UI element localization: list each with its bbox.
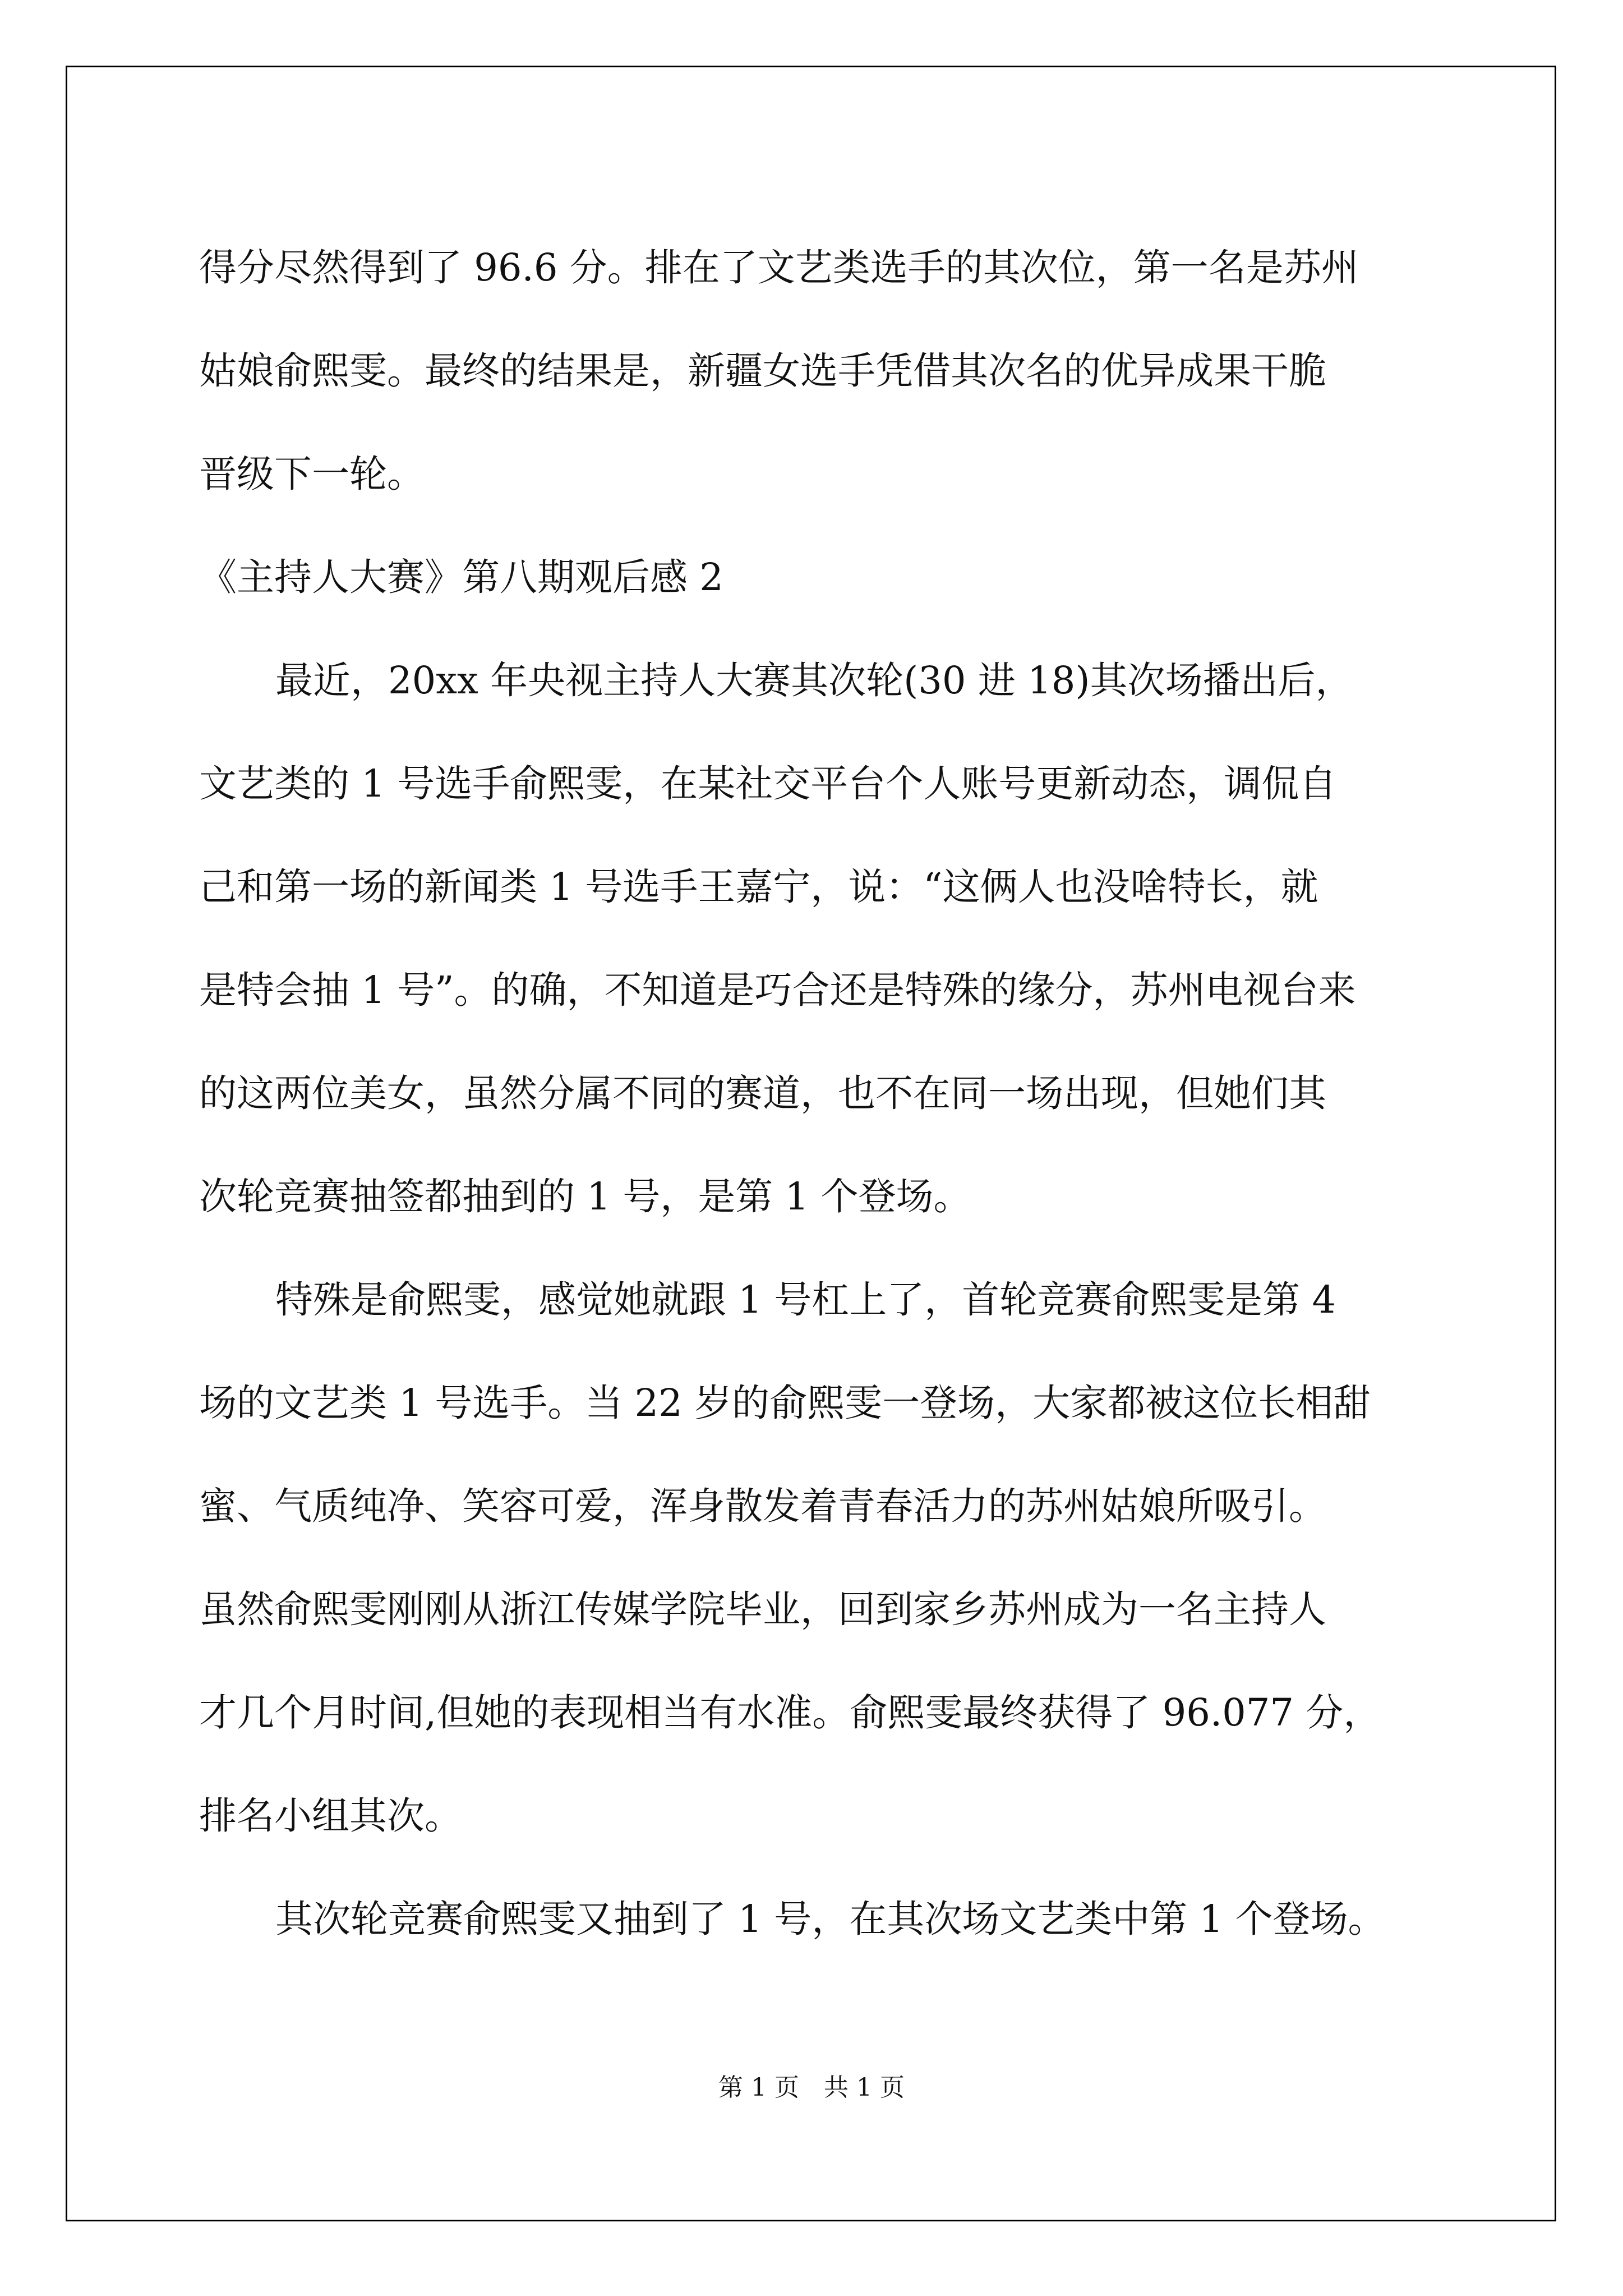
paragraph-2: [199, 629, 1419, 1248]
text-line: 的这两位美女，虽然分属不同的赛道，也不在同一场出现，但她们其: [199, 1071, 1326, 1115]
text-line: 己和第一场的新闻类 1 号选手王嘉宁，说：“这俩人也没啥特长，就: [199, 865, 1318, 909]
text-line: 其次轮竞赛俞熙雯又抽到了 1 号，在其次场文艺类中第 1 个登场。: [275, 1897, 1386, 1941]
text-line: 排名小组其次。: [199, 1794, 462, 1838]
text-line: 晋级下一轮。: [199, 452, 425, 496]
heading-text: 《主持人大赛》第八期观后感 2: [199, 555, 723, 599]
text-line: 文艺类的 1 号选手俞熙雯，在某社交平台个人账号更新动态，调侃自: [199, 762, 1337, 806]
text-line: 特殊是俞熙雯，感觉她就跟 1 号杠上了，首轮竞赛俞熙雯是第 4: [275, 1278, 1336, 1322]
text-line: 是特会抽 1 号”。的确，不知道是巧合还是特殊的缘分，苏州电视台来: [199, 968, 1356, 1012]
paragraph-4: [199, 1867, 1419, 1971]
section-heading: [199, 526, 1419, 629]
text-line: 姑娘俞熙雯。最终的结果是，新疆女选手凭借其次名的优异成果干脆: [199, 349, 1326, 393]
text-line: 才几个月时间,但她的表现相当有水准。俞熙雯最终获得了 96.077 分，: [199, 1691, 1381, 1734]
text-line: 场的文艺类 1 号选手。当 22 岁的俞熙雯一登场，大家都被这位长相甜: [199, 1381, 1371, 1425]
text-line: 虽然俞熙雯刚刚从浙江传媒学院毕业，回到家乡苏州成为一名主持人: [199, 1588, 1326, 1631]
text-line: 蜜、气质纯净、笑容可爱，浑身散发着青春活力的苏州姑娘所吸引。: [199, 1484, 1326, 1528]
text-line: 次轮竞赛抽签都抽到的 1 号，是第 1 个登场。: [199, 1175, 971, 1218]
page-footer: [0, 2067, 1623, 2103]
text-line: 最近，20xx 年央视主持人大赛其次轮(30 进 18)其次场播出后，: [275, 659, 1353, 702]
paragraph-1: [199, 216, 1419, 526]
document-body: [199, 216, 1419, 1971]
paragraph-3: [199, 1248, 1419, 1867]
page-number: 第 1 页 共 1 页: [718, 2073, 905, 2102]
text-line: 得分尽然得到了 96.6 分。排在了文艺类选手的其次位，第一名是苏州: [199, 246, 1359, 289]
